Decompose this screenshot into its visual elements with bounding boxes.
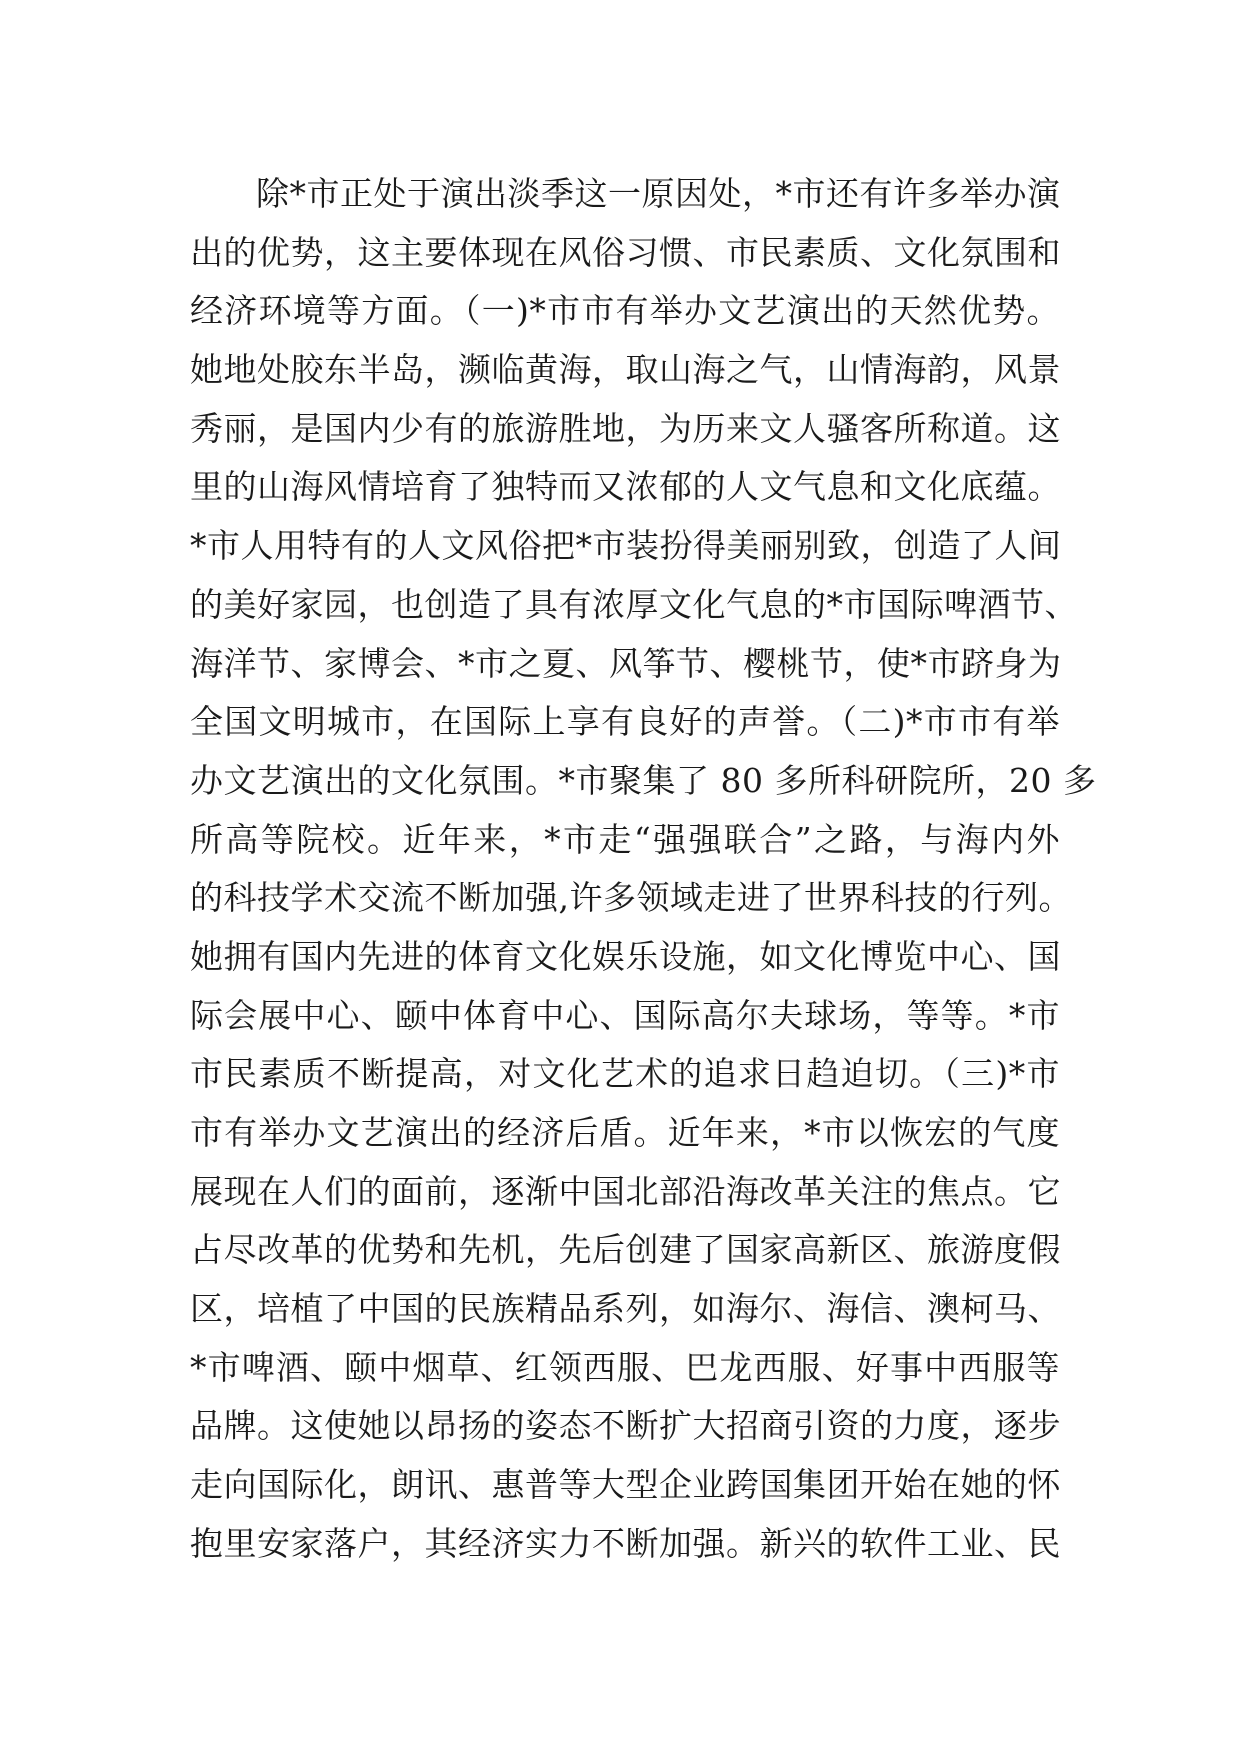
text-line: 她地处胶东半岛，濒临黄海，取山海之气，山情海韵，风景 — [190, 350, 1061, 390]
text-line: 区，培植了中国的民族精品系列，如海尔、海信、澳柯马、 — [190, 1289, 1061, 1329]
text-line: 出的优势，这主要体现在风俗习惯、市民素质、文化氛围和 — [190, 232, 1061, 272]
text-line: 抱里安家落户，其经济实力不断加强。新兴的软件工业、民 — [190, 1523, 1061, 1563]
text-line: 海洋节、家博会、*市之夏、风筝节、樱桃节，使*市跻身为 — [190, 643, 1062, 683]
text-line: 的科技学术交流不断加强,许多领域走进了世界科技的行列。 — [190, 878, 1072, 918]
text-line: 的美好家园，也创造了具有浓厚文化气息的*市国际啤酒节、 — [190, 584, 1078, 624]
text-line: 经济环境等方面。（一)*市市有举办文艺演出的天然优势。 — [190, 291, 1060, 331]
text-line: 全国文明城市，在国际上享有良好的声誉。（二)*市市有举 — [190, 702, 1060, 742]
text-line: 里的山海风情培育了独特而又浓郁的人文气息和文化底蕴。 — [190, 467, 1061, 507]
text-line: 秀丽，是国内少有的旅游胜地，为历来文人骚客所称道。这 — [190, 408, 1061, 448]
text-line: 办文艺演出的文化氛围。*市聚集了 80 多所科研院所，20 多 — [190, 760, 1097, 800]
text-line: 际会展中心、颐中体育中心、国际高尔夫球场，等等。*市 — [190, 995, 1060, 1035]
text-line: 品牌。这使她以昂扬的姿态不断扩大招商引资的力度，逐步 — [190, 1406, 1061, 1446]
text-line: 市有举办文艺演出的经济后盾。近年来，*市以恢宏的气度 — [190, 1113, 1060, 1152]
text-line: 除*市正处于演出淡季这一原因处，*市还有许多举办演 — [256, 174, 1061, 213]
text-line: 展现在人们的面前，逐渐中国北部沿海改革关注的焦点。它 — [190, 1171, 1061, 1211]
text-line: 她拥有国内先进的体育文化娱乐设施，如文化博览中心、国 — [190, 936, 1061, 976]
text-line: 市民素质不断提高，对文化艺术的追求日趋迫切。（三)*市 — [190, 1054, 1060, 1094]
text-line: *市人用特有的人文风俗把*市装扮得美丽别致，创造了人间 — [190, 526, 1062, 566]
text-line: 占尽改革的优势和先机，先后创建了国家高新区、旅游度假 — [190, 1230, 1061, 1270]
body-paragraph — [190, 165, 1097, 1574]
text-line: 所高等院校。近年来，*市走“强强联合”之路，与海内外 — [190, 819, 1060, 859]
text-line: 走向国际化，朗讯、惠普等大型企业跨国集团开始在她的怀 — [190, 1465, 1061, 1505]
text-line: *市啤酒、颐中烟草、红领西服、巴龙西服、好事中西服等 — [190, 1347, 1060, 1387]
